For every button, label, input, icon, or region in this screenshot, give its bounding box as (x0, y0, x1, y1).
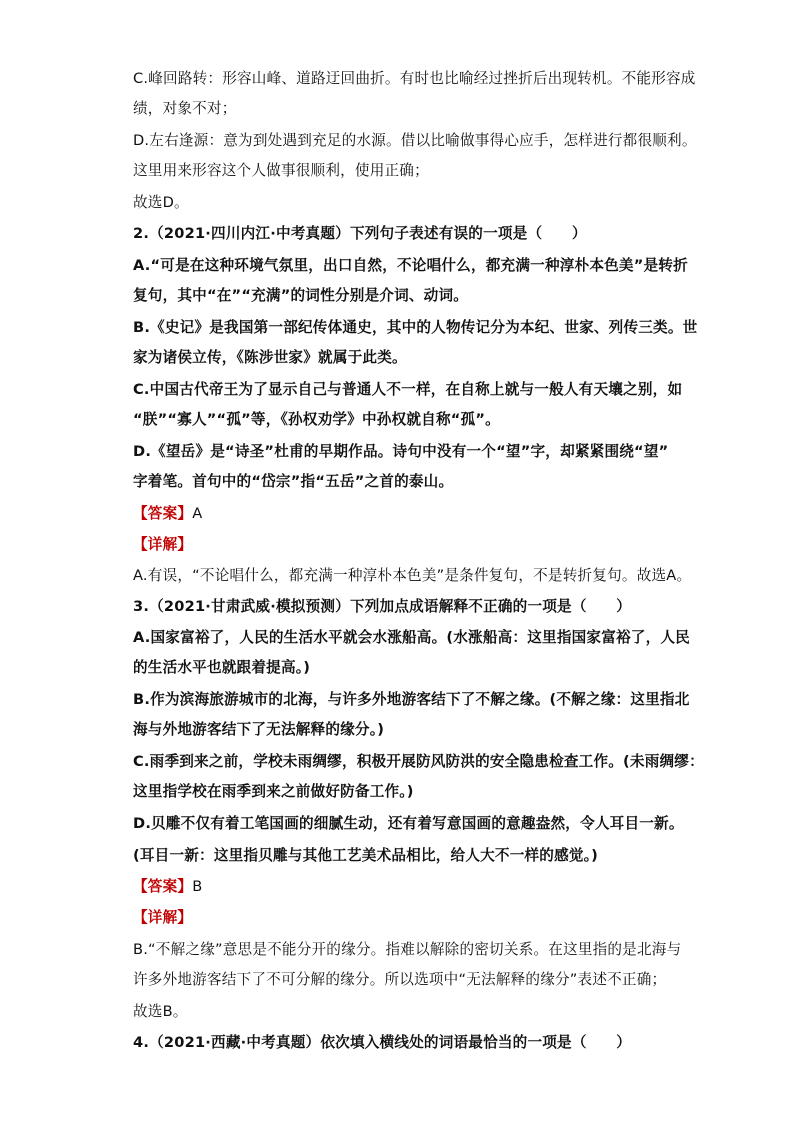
question-3-option-a-cont: 的生活水平也就跟着提高。) (133, 659, 311, 676)
question-2-option-d-cont: 字着笔。首句中的“岱宗”指“五岳”之首的泰山。 (133, 473, 454, 490)
text-line: C.峰回路转：形容山峰、道路迂回曲折。有时也比喻经过挫折后出现转机。不能形容成 (133, 70, 696, 87)
detail-label: 【详解】 (133, 536, 193, 553)
question-2-option-b-cont: 家为诸侯立传，《陈涉世家》就属于此类。 (133, 349, 407, 366)
question-2-option-c: C.中国古代帝王为了显示自己与普通人不一样，在自称上就与一般人有天壤之别，如 (133, 381, 683, 398)
text-line: 绩，对象不对； (133, 100, 237, 117)
answer-line-q3 (133, 877, 202, 897)
text-line: B.“不解之缘”意思是不能分开的缘分。指难以解除的密切关系。在这里指的是北海与 (133, 941, 682, 958)
text-line: 故选B。 (133, 1003, 188, 1020)
answer-value: B (192, 878, 203, 895)
question-2-heading: 2.（2021·四川内江·中考真题）下列句子表述有误的一项是（ ） (133, 225, 587, 242)
answer-line-q2 (133, 504, 202, 524)
question-3-option-d-cont: (耳目一新：这里指贝雕与其他工艺美术品相比，给人大不一样的感觉。) (133, 847, 599, 864)
question-3-option-b-cont: 海与外地游客结下了无法解释的缘分。) (133, 721, 385, 738)
question-3-option-b: B.作为滨海旅游城市的北海，与许多外地游客结下了不解之缘。(不解之缘：这里指北 (133, 691, 690, 708)
answer-value: A (192, 505, 203, 522)
question-2-option-a-cont: 复句，其中“在”“充满”的词性分别是介词、动词。 (133, 287, 469, 304)
question-2-option-a: A.“可是在这种环境气氛里，出口自然，不论唱什么，都充满一种淳朴本色美”是转折 (133, 257, 688, 274)
answer-label: 【答案】 (133, 505, 193, 522)
detail-label: 【详解】 (133, 909, 193, 926)
question-2-option-d: D.《望岳》是“诗圣”杜甫的早期作品。诗句中没有一个“望”字，却紧紧围绕“望” (133, 443, 669, 460)
text-line: A.有误，“不论唱什么，都充满一种淳朴本色美”是条件复句，不是转折复句。故选A。 (133, 567, 692, 584)
answer-label: 【答案】 (133, 878, 193, 895)
question-2-option-c-cont: “朕”“寡人”“孤”等，《孙权劝学》中孙权就自称“孤”。 (133, 411, 500, 428)
detail-line-q2 (133, 535, 192, 555)
text-line: 故选D。 (133, 194, 189, 211)
question-3-heading: 3.（2021·甘肃武威·模拟预测）下列加点成语解释不正确的一项是（ ） (133, 598, 632, 615)
text-line: 这里用来形容这个人做事很顺利，使用正确； (133, 162, 429, 179)
question-3-option-d: D.贝雕不仅有着工笔国画的细腻生动，还有着写意国画的意趣盎然，令人耳目一新。 (133, 815, 684, 832)
text-line: D.左右逢源：意为到处遇到充足的水源。借以比喻做事得心应手，怎样进行都很顺利。 (133, 132, 697, 149)
text-line: 许多外地游客结下了不可分解的缘分。所以选项中“无法解释的缘分”表述不正确； (133, 971, 667, 988)
detail-line-q3 (133, 908, 192, 928)
question-2-option-b: B.《史记》是我国第一部纪传体通史，其中的人物传记分为本纪、世家、列传三类。世 (133, 319, 698, 336)
question-4-heading: 4.（2021·西藏·中考真题）依次填入横线处的词语最恰当的一项是（ ） (133, 1034, 632, 1051)
question-3-option-c-cont: 这里指学校在雨季到来之前做好防备工作。) (133, 783, 414, 800)
question-3-option-c: C.雨季到来之前，学校未雨绸缪，积极开展防风防洪的安全隐患检查工作。(未雨绸缪： (133, 753, 704, 770)
question-3-option-a: A.国家富裕了，人民的生活水平就会水涨船高。(水涨船高：这里指国家富裕了，人民 (133, 629, 690, 646)
